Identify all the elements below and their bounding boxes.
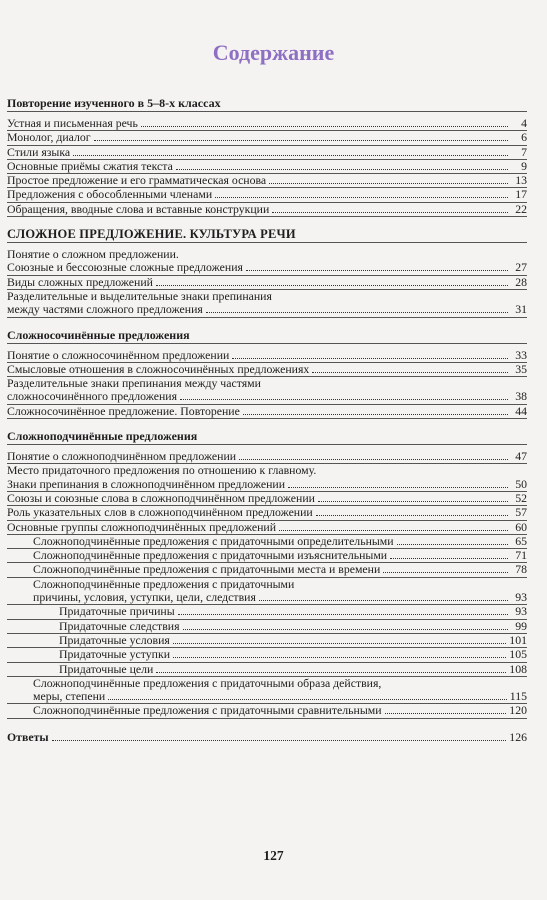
- toc-entry-title: Сложноподчинённые предложения с придаточными: [33, 576, 295, 591]
- dot-leader: [239, 459, 508, 460]
- toc-entry-title: Знаки препинания в сложноподчинённом предложении: [7, 476, 286, 491]
- dot-leader: [108, 699, 507, 700]
- toc-entry-page: 57: [515, 505, 527, 520]
- toc-entry-page: 65: [515, 533, 527, 548]
- dot-leader: [243, 414, 508, 415]
- toc-entry-title: Союзные и бессоюзные сложные предложения: [7, 260, 243, 275]
- toc-entry-title: Ответы: [7, 729, 49, 744]
- toc-entry: [7, 591, 527, 605]
- dot-leader: [94, 140, 508, 141]
- toc-entry: [7, 634, 527, 648]
- toc-entry-title: Стили языка: [7, 144, 71, 159]
- toc-entry: [7, 578, 527, 591]
- dot-leader: [183, 629, 508, 630]
- toc-entry: [7, 188, 527, 202]
- toc-entry-title: причины, условия, уступки, цели, следствия: [33, 590, 256, 605]
- dot-leader: [180, 399, 508, 400]
- toc-entry-title: Устная и письменная речь: [7, 116, 138, 130]
- toc-entry: [7, 146, 527, 160]
- toc-entry: [7, 160, 527, 174]
- toc-entry-page: 47: [515, 449, 527, 464]
- toc-entry-title: Союзы и союзные слова в сложноподчинённом предложении: [7, 490, 315, 505]
- page-number: 127: [263, 848, 284, 863]
- toc-entry-title: Придаточные причины: [59, 604, 175, 619]
- section-heading: СЛОЖНОЕ ПРЕДЛОЖЕНИЕ. КУЛЬТУРА РЕЧИ: [7, 227, 527, 243]
- toc-entry: [7, 704, 527, 718]
- dot-leader: [156, 672, 506, 673]
- toc-entry: [7, 405, 527, 419]
- toc-entry: [7, 690, 527, 704]
- toc-entry-page: 120: [509, 703, 527, 718]
- toc-entry: [7, 117, 527, 131]
- toc-entry: [7, 248, 527, 261]
- toc-entry-page: 50: [515, 476, 527, 491]
- dot-leader: [288, 487, 508, 488]
- toc-entry: [7, 663, 527, 677]
- toc-entry-title: Роль указательных слов в сложноподчинённом предложении: [7, 505, 313, 520]
- toc-entry-page: 17: [515, 187, 527, 202]
- dot-leader: [52, 740, 507, 741]
- toc-entry: [7, 677, 527, 690]
- dot-leader: [272, 212, 508, 213]
- toc-entry: [7, 521, 527, 535]
- toc-entry-page: 115: [509, 689, 527, 704]
- toc-entry-title: Сложноподчинённые предложения с придаточными определительными: [33, 533, 394, 548]
- dot-leader: [232, 358, 508, 359]
- toc-entry-title: Понятие о сложноподчинённом предложении: [7, 449, 237, 464]
- toc-entry-page: 52: [515, 490, 527, 505]
- page-title: Содержание: [212, 40, 335, 65]
- toc-entry: [7, 290, 527, 303]
- toc-entry-title: Сложноподчинённые предложения с придаточными образа действия,: [33, 675, 382, 690]
- dot-leader: [385, 713, 507, 714]
- toc-entry-page: 44: [515, 403, 527, 418]
- toc-entry: [7, 478, 527, 492]
- toc-entry-title: Простое предложение и его грамматическая основа: [7, 173, 267, 188]
- toc-entry-page: 60: [515, 519, 527, 534]
- toc-entry-page: 33: [515, 347, 527, 362]
- toc-entry: [7, 203, 527, 217]
- toc-entry: [7, 303, 527, 317]
- toc-entry-page: 93: [515, 604, 527, 619]
- toc-entry: [7, 464, 527, 477]
- toc-entry-title: Сложноподчинённые предложения с придаточными сравнительными: [33, 703, 382, 718]
- toc-entry: [7, 549, 527, 563]
- toc-entry-page: 93: [515, 590, 527, 605]
- dot-leader: [390, 558, 508, 559]
- toc-entry-title: Место придаточного предложения по отношению к главному.: [7, 463, 317, 478]
- toc-entry-page: 28: [515, 274, 527, 289]
- toc-entry: [7, 648, 527, 662]
- toc-entry: [7, 174, 527, 188]
- dot-leader: [178, 614, 508, 615]
- dot-leader: [279, 530, 508, 531]
- section-heading: Сложноподчинённые предложения: [7, 429, 527, 445]
- toc-entry: [7, 492, 527, 506]
- table-of-contents: [7, 96, 527, 744]
- dot-leader: [318, 501, 508, 502]
- toc-entry-page: 71: [515, 548, 527, 563]
- toc-entry-page: 105: [509, 647, 527, 662]
- dot-leader: [206, 312, 508, 313]
- toc-entry: [7, 535, 527, 549]
- toc-entry-page: 13: [515, 173, 527, 188]
- toc-entry: [7, 131, 527, 145]
- toc-entry: [7, 390, 527, 404]
- toc-entry: [7, 349, 527, 363]
- toc-entry-page: 126: [509, 729, 527, 744]
- toc-entry-page: 35: [515, 361, 527, 376]
- toc-entry-title: Основные группы сложноподчинённых предложений: [7, 519, 277, 534]
- dot-leader: [173, 657, 506, 658]
- dot-leader: [246, 270, 508, 271]
- toc-entry-page: 31: [515, 302, 527, 317]
- toc-entry-title: Виды сложных предложений: [7, 274, 153, 289]
- dot-leader: [269, 183, 508, 184]
- toc-entry-title: Придаточные уступки: [59, 647, 171, 662]
- dot-leader: [316, 515, 508, 516]
- toc-entry-title: Придаточные следствия: [59, 618, 180, 633]
- toc-entry-page: 6: [521, 130, 527, 145]
- toc-entry-title: сложносочинённого предложения: [7, 389, 177, 404]
- dot-leader: [215, 197, 508, 198]
- toc-entry-page: 22: [515, 201, 527, 216]
- toc-entry-page: 27: [515, 260, 527, 275]
- toc-entry-title: Придаточные условия: [59, 632, 170, 647]
- toc-entry: [7, 506, 527, 520]
- toc-entry: [7, 620, 527, 634]
- toc-entry-page: 101: [509, 632, 527, 647]
- toc-entry-title: между частями сложного предложения: [7, 302, 203, 317]
- section-heading: Сложносочинённые предложения: [7, 328, 527, 344]
- toc-entry-title: Сложноподчинённые предложения с придаточными места и времени: [33, 562, 381, 577]
- section-heading: Повторение изученного в 5–8-х классах: [7, 96, 527, 112]
- toc-entry-page: 108: [509, 661, 527, 676]
- dot-leader: [259, 600, 508, 601]
- toc-entry: [7, 563, 527, 577]
- toc-entry-page: 78: [515, 562, 527, 577]
- toc-entry-title: Монолог, диалог: [7, 130, 91, 145]
- toc-entry: [7, 450, 527, 464]
- toc-entry-title: Сложносочинённое предложение. Повторение: [7, 403, 240, 418]
- toc-entry-title: Разделительные знаки препинания между частями: [7, 376, 261, 391]
- toc-entry-title: Основные приёмы сжатия текста: [7, 158, 173, 173]
- toc-entry-title: Придаточные цели: [59, 661, 154, 676]
- toc-entry-title: Смысловые отношения в сложносочинённых предложениях: [7, 361, 310, 376]
- toc-entry: [7, 261, 527, 275]
- toc-entry-page: 99: [515, 618, 527, 633]
- toc-entry-title: Предложения с обособленными членами: [7, 187, 213, 202]
- toc-entry-title: Сложноподчинённые предложения с придаточными изъяснительными: [33, 548, 388, 563]
- toc-entry-title: Разделительные и выделительные знаки препинания: [7, 288, 272, 303]
- toc-entry-title: меры, степени: [33, 689, 106, 704]
- dot-leader: [397, 544, 508, 545]
- toc-entry-page: 9: [521, 158, 527, 173]
- dot-leader: [383, 572, 508, 573]
- toc-entry-title: Понятие о сложносочинённом предложении: [7, 347, 230, 362]
- toc-entry-title: Понятие о сложном предложении.: [7, 247, 179, 262]
- dot-leader: [141, 126, 508, 127]
- toc-entry: [7, 377, 527, 390]
- dot-leader: [176, 169, 508, 170]
- toc-entry: [7, 363, 527, 377]
- dot-leader: [156, 285, 508, 286]
- toc-entry-title: Обращения, вводные слова и вставные конструкции: [7, 201, 270, 216]
- toc-entry-page: 38: [515, 389, 527, 404]
- toc-entry-page: 7: [521, 144, 527, 159]
- dot-leader: [312, 372, 508, 373]
- toc-entry: [7, 605, 527, 619]
- toc-entry-page: 4: [521, 116, 527, 130]
- dot-leader: [173, 643, 506, 644]
- dot-leader: [73, 155, 508, 156]
- toc-entry: [7, 276, 527, 290]
- toc-entry-answers: [7, 731, 527, 744]
